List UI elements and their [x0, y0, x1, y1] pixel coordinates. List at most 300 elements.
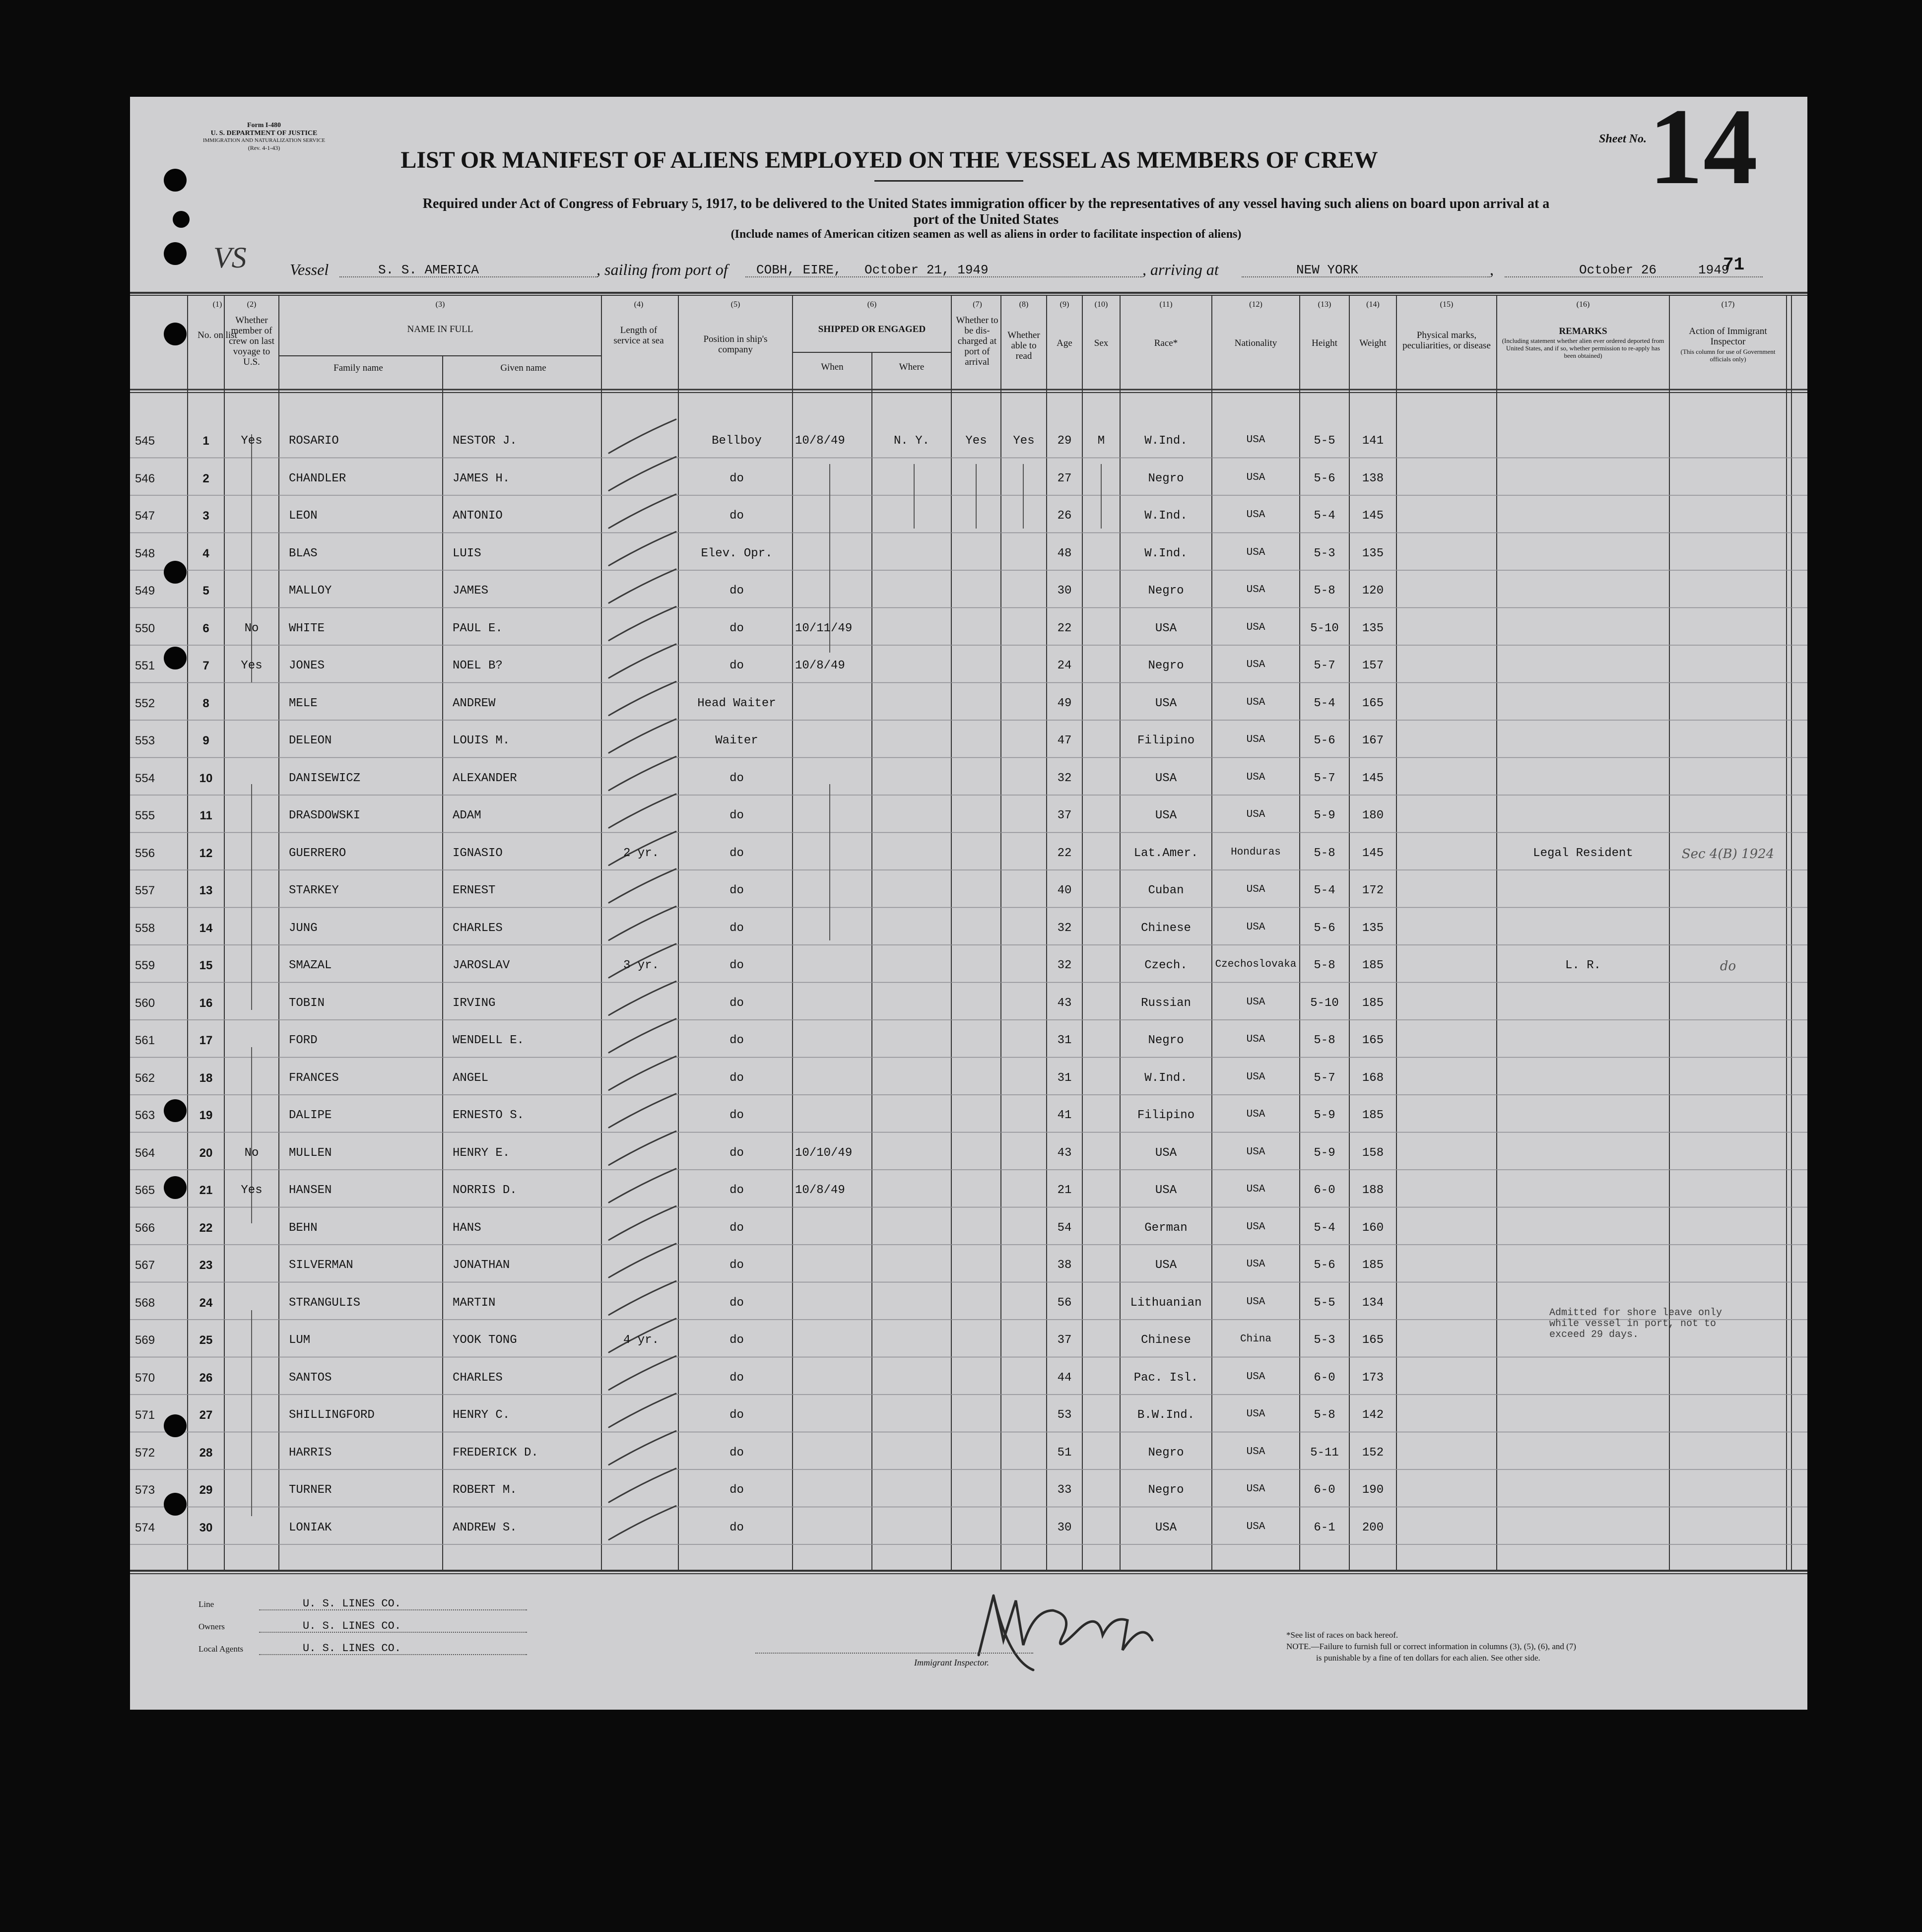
arriving-label: , arriving at: [1142, 261, 1219, 278]
cell-nat: USA: [1246, 1034, 1265, 1045]
cell-family: MULLEN: [289, 1146, 332, 1160]
cell-given: CHARLES: [453, 1371, 503, 1385]
header-when: When: [821, 362, 844, 372]
cell-height: 5-4: [1314, 696, 1335, 710]
cell-prev: Yes: [241, 659, 263, 672]
cell-weight: 185: [1362, 1109, 1384, 1122]
header-length-service: Length of service at sea: [613, 325, 664, 346]
cell-given: ERNESTO S.: [453, 1109, 525, 1122]
cell-age: 32: [1057, 771, 1072, 785]
cell-nat: Czechoslovaka: [1215, 959, 1297, 970]
cell-position: do: [729, 1109, 744, 1122]
header-remarks: REMARKS: [1559, 326, 1607, 336]
sheet-label: Sheet No.: [1599, 133, 1647, 145]
header-prev-voyage: Whether member of crew on last voyage to U.S.: [229, 315, 274, 367]
cell-race: W.Ind.: [1144, 434, 1188, 448]
cell-position: do: [729, 1221, 744, 1235]
cell-family: CHANDLER: [289, 471, 346, 485]
cell-race: USA: [1155, 1184, 1177, 1197]
cell-age: 32: [1057, 959, 1072, 972]
cell-position: do: [729, 1446, 744, 1460]
table-row: [130, 762, 1807, 799]
cell-no: 26: [199, 1371, 213, 1385]
cell-no: 9: [202, 734, 209, 747]
cell-nat: USA: [1246, 584, 1265, 596]
vessel-name: S. S. AMERICA: [378, 263, 479, 277]
cell-no: 6: [202, 621, 209, 635]
table-row: [130, 537, 1807, 575]
vessel-label: Vessel: [290, 261, 329, 278]
cell-no: 19: [199, 1109, 213, 1122]
header-able-to-read: Whether able to read: [1007, 330, 1040, 361]
cell-nat: USA: [1246, 696, 1265, 708]
punch-hole: [164, 647, 187, 669]
table-row: [130, 649, 1807, 687]
cell-nat: Honduras: [1231, 846, 1281, 858]
table-row: [130, 612, 1807, 650]
cell-age: 51: [1057, 1446, 1072, 1460]
cell-race: USA: [1155, 1521, 1177, 1534]
cell-position: do: [729, 1184, 744, 1197]
cell-age: 37: [1057, 809, 1072, 822]
cell-given: PAUL E.: [453, 621, 503, 635]
cell-age: 33: [1057, 1483, 1072, 1497]
row-reference-number: 556: [135, 846, 155, 860]
cell-no: 16: [199, 996, 213, 1010]
cell-height: 5-8: [1314, 1408, 1335, 1422]
table-row: [130, 799, 1807, 837]
cell-weight: 167: [1362, 734, 1384, 747]
cell-weight: 165: [1362, 1333, 1384, 1347]
cell-prev: No: [244, 1146, 259, 1160]
cell-position: do: [729, 884, 744, 897]
cell-given: YOOK TONG: [453, 1333, 517, 1347]
cell-family: FORD: [289, 1034, 318, 1047]
cell-race: USA: [1155, 621, 1177, 635]
form-subtitle-3: (Include names of American citizen seamen as well as aliens in order to facilitate inspection of aliens): [730, 228, 1242, 241]
cell-age: 54: [1057, 1221, 1072, 1235]
table-row: [130, 874, 1807, 912]
cell-weight: 180: [1362, 809, 1384, 822]
cell-nat: USA: [1246, 471, 1265, 483]
cell-height: 5-8: [1314, 1034, 1335, 1047]
row-reference-number: 548: [135, 546, 155, 560]
cell-position: Waiter: [715, 734, 758, 747]
cell-family: HANSEN: [289, 1184, 332, 1197]
cell-race: USA: [1155, 1146, 1177, 1160]
row-reference-number: 568: [135, 1296, 155, 1310]
row-reference-number: 545: [135, 434, 155, 448]
cell-race: Negro: [1148, 1483, 1184, 1497]
cell-family: FRANCES: [289, 1071, 339, 1085]
cell-given: HENRY E.: [453, 1146, 510, 1160]
table-row: [130, 912, 1807, 949]
form-number: Form I-480: [247, 122, 281, 129]
cell-height: 5-7: [1314, 659, 1335, 672]
cell-read: Yes: [1013, 434, 1035, 448]
form-service: IMMIGRATION AND NATURALIZATION SERVICE: [202, 137, 326, 143]
cell-race: Negro: [1148, 584, 1184, 598]
form-subtitle-1: Required under Act of Congress of February 5, 1917, to be delivered to the United States immigration officer by the representatives of any vessel having such aliens on board upon arrival at a: [422, 196, 1550, 211]
cell-weight: 135: [1362, 546, 1384, 560]
table-row: [130, 949, 1807, 987]
cell-when: 10/10/49: [795, 1146, 853, 1160]
cell-race: B.W.Ind.: [1137, 1408, 1195, 1422]
cell-no: 28: [199, 1446, 213, 1460]
row-reference-number: 566: [135, 1221, 155, 1235]
cell-given: ALEXANDER: [453, 771, 517, 785]
cell-given: ANDREW: [453, 696, 496, 710]
cell-height: 6-1: [1314, 1521, 1335, 1534]
cell-no: 11: [199, 809, 212, 822]
cell-when: 10/8/49: [795, 1184, 845, 1197]
cell-weight: 165: [1362, 696, 1384, 710]
cell-race: Negro: [1148, 1034, 1184, 1047]
cell-weight: 135: [1362, 921, 1384, 935]
cell-age: 56: [1057, 1296, 1072, 1310]
cell-nat: USA: [1246, 546, 1265, 558]
cell-age: 22: [1057, 846, 1072, 860]
cell-no: 25: [199, 1333, 213, 1347]
table-row: [130, 1099, 1807, 1136]
cell-race: USA: [1155, 696, 1177, 710]
punch-hole: [164, 1493, 187, 1516]
cell-position: do: [729, 1521, 744, 1534]
header-height: Height: [1312, 338, 1337, 348]
cell-position: do: [729, 959, 744, 972]
cell-height: 5-3: [1314, 1333, 1335, 1347]
cell-family: WHITE: [289, 621, 325, 635]
cell-remarks: L. R.: [1565, 959, 1601, 972]
cell-given: ANTONIO: [453, 509, 503, 523]
table-row: [130, 1211, 1807, 1249]
row-reference-number: 561: [135, 1034, 155, 1047]
cell-age: 41: [1057, 1109, 1072, 1122]
cell-given: ANDREW S.: [453, 1521, 517, 1534]
cell-family: TOBIN: [289, 996, 325, 1010]
arrival-port: NEW YORK: [1296, 263, 1358, 277]
cell-nat: USA: [1246, 1408, 1265, 1420]
cell-race: USA: [1155, 771, 1177, 785]
cell-given: JAROSLAV: [453, 959, 510, 972]
cell-family: SANTOS: [289, 1371, 332, 1385]
cell-remarks: Legal Resident: [1533, 846, 1633, 860]
cell-nat: USA: [1246, 621, 1265, 633]
punch-hole: [164, 1176, 187, 1199]
cell-family: LUM: [289, 1333, 311, 1347]
cell-race: W.Ind.: [1144, 546, 1188, 560]
cell-age: 21: [1057, 1184, 1072, 1197]
cell-age: 49: [1057, 696, 1072, 710]
cell-weight: 168: [1362, 1071, 1384, 1085]
cell-given: NESTOR J.: [453, 434, 517, 448]
cell-no: 4: [202, 546, 209, 560]
cell-weight: 185: [1362, 959, 1384, 972]
cell-age: 29: [1057, 434, 1072, 448]
punch-hole: [173, 211, 190, 228]
row-reference-number: 558: [135, 921, 155, 935]
cell-height: 5-8: [1314, 584, 1335, 598]
cell-height: 5-6: [1314, 1259, 1335, 1272]
row-reference-number: 569: [135, 1333, 155, 1347]
form-rev: (Rev. 4-1-43): [248, 144, 280, 151]
cell-weight: 185: [1362, 1259, 1384, 1272]
cell-given: ERNEST: [453, 884, 496, 897]
table-row: [130, 1399, 1807, 1436]
cell-weight: 173: [1362, 1371, 1384, 1385]
punch-hole: [164, 1414, 187, 1437]
table-row: [130, 687, 1807, 725]
cell-no: 24: [199, 1296, 213, 1310]
row-reference-number: 551: [135, 659, 155, 672]
cell-no: 2: [202, 471, 209, 485]
cell-family: GUERRERO: [289, 846, 346, 860]
cell-age: 43: [1057, 996, 1072, 1010]
cell-family: MALLOY: [289, 584, 332, 598]
cell-position: Head Waiter: [697, 696, 776, 710]
cell-height: 5-4: [1314, 509, 1335, 523]
cell-family: DANISEWICZ: [289, 771, 361, 785]
cell-race: Filipino: [1137, 734, 1195, 747]
row-reference-number: 564: [135, 1146, 155, 1160]
cell-action: do: [1720, 959, 1736, 974]
cell-race: German: [1144, 1221, 1188, 1235]
table-row: [130, 574, 1807, 612]
cell-family: JUNG: [289, 921, 318, 935]
punch-hole: [164, 169, 187, 192]
cell-height: 5-3: [1314, 546, 1335, 560]
cell-family: SMAZAL: [289, 959, 332, 972]
cell-position: do: [729, 996, 744, 1010]
cell-family: DELEON: [289, 734, 332, 747]
cell-family: TURNER: [289, 1483, 332, 1497]
punch-hole: [164, 1099, 187, 1122]
cell-weight: 145: [1362, 509, 1384, 523]
cell-age: 31: [1057, 1034, 1072, 1047]
row-reference-number: 573: [135, 1483, 155, 1497]
cell-weight: 145: [1362, 771, 1384, 785]
cell-race: Negro: [1148, 471, 1184, 485]
cell-given: IGNASIO: [453, 846, 503, 860]
footer-owners: U. S. LINES CO.: [303, 1620, 401, 1632]
header-physical-marks: Physical marks, peculiarities, or disease: [1402, 330, 1491, 351]
header-position: Position in ship's company: [703, 334, 768, 355]
cell-height: 5-6: [1314, 921, 1335, 935]
cell-given: HANS: [453, 1221, 481, 1235]
cell-age: 22: [1057, 621, 1072, 635]
cell-given: LUIS: [453, 546, 481, 560]
cell-age: 53: [1057, 1408, 1072, 1422]
cell-weight: 120: [1362, 584, 1384, 598]
cell-no: 3: [202, 509, 209, 523]
table-row: [130, 1436, 1807, 1474]
punch-hole: [164, 561, 187, 584]
cell-height: 5-9: [1314, 1109, 1335, 1122]
cell-position: do: [729, 1408, 744, 1422]
cell-family: BLAS: [289, 546, 318, 560]
cell-weight: 190: [1362, 1483, 1384, 1497]
cell-nat: USA: [1246, 734, 1265, 745]
row-reference-number: 554: [135, 771, 155, 785]
cell-height: 5-8: [1314, 846, 1335, 860]
cell-height: 5-6: [1314, 734, 1335, 747]
cell-family: MELE: [289, 696, 318, 710]
cell-race: Czech.: [1144, 959, 1188, 972]
table-row: [130, 724, 1807, 762]
cell-race: Negro: [1148, 659, 1184, 672]
row-reference-number: 546: [135, 471, 155, 485]
sailing-label: , sailing from port of: [596, 261, 728, 278]
cell-action: Sec 4(B) 1924: [1681, 846, 1775, 862]
footer-line: U. S. LINES CO.: [303, 1598, 401, 1610]
cell-prev: Yes: [241, 1184, 263, 1197]
cell-height: 6-0: [1314, 1483, 1335, 1497]
cell-nat: USA: [1246, 1296, 1265, 1308]
table-row: [130, 1174, 1807, 1211]
cell-service: 4 yr.: [623, 1333, 659, 1347]
cell-nat: USA: [1246, 1483, 1265, 1495]
row-reference-number: 563: [135, 1109, 155, 1122]
row-reference-number: 570: [135, 1371, 155, 1385]
cell-weight: 158: [1362, 1146, 1384, 1160]
cell-family: STARKEY: [289, 884, 339, 897]
cell-no: 8: [202, 696, 209, 710]
footer-agents-label: Local Agents: [199, 1644, 244, 1654]
header-name-in-full: NAME IN FULL: [407, 324, 473, 334]
cell-position: do: [729, 809, 744, 822]
cell-race: Lithuanian: [1130, 1296, 1202, 1310]
cell-age: 38: [1057, 1259, 1072, 1272]
cell-no: 5: [202, 584, 209, 598]
cell-age: 30: [1057, 1521, 1072, 1534]
row-reference-number: 557: [135, 884, 155, 897]
table-row: [130, 1136, 1807, 1174]
cell-weight: 185: [1362, 996, 1384, 1010]
cell-age: 31: [1057, 1071, 1072, 1085]
footer-note-1: *See list of races on back hereof.: [1286, 1630, 1398, 1640]
row-reference-number: 552: [135, 696, 155, 710]
table-row: [130, 1473, 1807, 1511]
cell-given: WENDELL E.: [453, 1034, 525, 1047]
row-reference-number: 565: [135, 1184, 155, 1197]
cell-position: do: [729, 584, 744, 598]
cell-when: 10/11/49: [795, 621, 853, 635]
cell-nat: USA: [1246, 1371, 1265, 1383]
cell-height: 5-8: [1314, 959, 1335, 972]
row-reference-number: 549: [135, 584, 155, 598]
cell-height: 5-7: [1314, 1071, 1335, 1085]
cell-height: 5-5: [1314, 434, 1335, 448]
header-remarks-note: (Including statement whether alien ever ordered deported from United States, and if so, whether permission to re-apply has been obtained): [1502, 337, 1664, 359]
row-reference-number: 547: [135, 509, 155, 523]
form-dept: U. S. DEPARTMENT OF JUSTICE: [210, 130, 318, 137]
cell-weight: 134: [1362, 1296, 1384, 1310]
cell-nat: USA: [1246, 1071, 1265, 1083]
cell-weight: 188: [1362, 1184, 1384, 1197]
cell-race: Russian: [1141, 996, 1191, 1010]
cell-height: 6-0: [1314, 1371, 1335, 1385]
cell-age: 40: [1057, 884, 1072, 897]
shore-leave-remark: Admitted for shore leave only while vessel in port, not to exceed 29 days.: [1549, 1307, 1723, 1340]
cell-service: 2 yr.: [623, 846, 659, 860]
cell-height: 5-5: [1314, 1296, 1335, 1310]
cell-nat: USA: [1246, 509, 1265, 521]
cell-family: SHILLINGFORD: [289, 1408, 375, 1422]
cell-nat: USA: [1246, 434, 1265, 446]
cell-height: 5-4: [1314, 884, 1335, 897]
cell-given: LOUIS M.: [453, 734, 510, 747]
cell-race: Lat.Amer.: [1133, 846, 1198, 860]
cell-sex: M: [1097, 434, 1105, 448]
cell-given: ADAM: [453, 809, 481, 822]
cell-given: MARTIN: [453, 1296, 496, 1310]
cell-given: JAMES: [453, 584, 489, 598]
cell-race: USA: [1155, 1259, 1177, 1272]
cell-age: 47: [1057, 734, 1072, 747]
cell-given: NORRIS D.: [453, 1184, 517, 1197]
row-reference-number: 574: [135, 1521, 155, 1534]
cell-position: do: [729, 1483, 744, 1497]
header-weight: Weight: [1359, 338, 1387, 348]
arrival-date: October 26: [1579, 263, 1657, 277]
table-row: [130, 462, 1807, 500]
cell-age: 37: [1057, 1333, 1072, 1347]
cell-position: do: [729, 1034, 744, 1047]
cell-family: DALIPE: [289, 1109, 332, 1122]
row-reference-number: 571: [135, 1408, 155, 1422]
cell-given: CHARLES: [453, 921, 503, 935]
cell-given: HENRY C.: [453, 1408, 510, 1422]
cell-no: 10: [199, 771, 213, 785]
header-no-on-list: No. on list: [198, 330, 237, 340]
cell-nat: USA: [1246, 1109, 1265, 1120]
cell-race: Negro: [1148, 1446, 1184, 1460]
row-reference-number: 567: [135, 1259, 155, 1272]
footer-note-2: NOTE.—Failure to furnish full or correct information in columns (3), (5), (6), and (7): [1286, 1642, 1576, 1651]
cell-position: do: [729, 921, 744, 935]
cell-given: JAMES H.: [453, 471, 510, 485]
arrival-year: 1949: [1698, 263, 1729, 277]
cell-position: do: [729, 1071, 744, 1085]
cell-where: N. Y.: [893, 434, 929, 448]
row-reference-number: 555: [135, 809, 155, 822]
cell-when: 10/8/49: [795, 659, 845, 672]
table-row: [130, 1511, 1807, 1549]
cell-position: do: [729, 1146, 744, 1160]
table-row: [130, 499, 1807, 537]
cell-age: 44: [1057, 1371, 1072, 1385]
cell-position: do: [729, 1296, 744, 1310]
cell-weight: 141: [1362, 434, 1384, 448]
handwritten-mark: VS: [213, 241, 247, 274]
header-inspector-note: (This column for use of Government officials only): [1680, 348, 1776, 363]
cell-position: do: [729, 771, 744, 785]
header-age: Age: [1057, 338, 1072, 348]
header-sex: Sex: [1094, 338, 1109, 348]
cell-given: FREDERICK D.: [453, 1446, 538, 1460]
cell-weight: 157: [1362, 659, 1384, 672]
cell-weight: 172: [1362, 884, 1384, 897]
cell-no: 29: [199, 1483, 213, 1497]
cell-no: 13: [199, 884, 213, 897]
cell-weight: 138: [1362, 471, 1384, 485]
cell-weight: 142: [1362, 1408, 1384, 1422]
cell-position: Bellboy: [712, 434, 762, 448]
cell-age: 26: [1057, 509, 1072, 523]
cell-family: STRANGULIS: [289, 1296, 361, 1310]
form-subtitle-2: port of the United States: [913, 212, 1059, 227]
cell-nat: USA: [1246, 1521, 1265, 1532]
